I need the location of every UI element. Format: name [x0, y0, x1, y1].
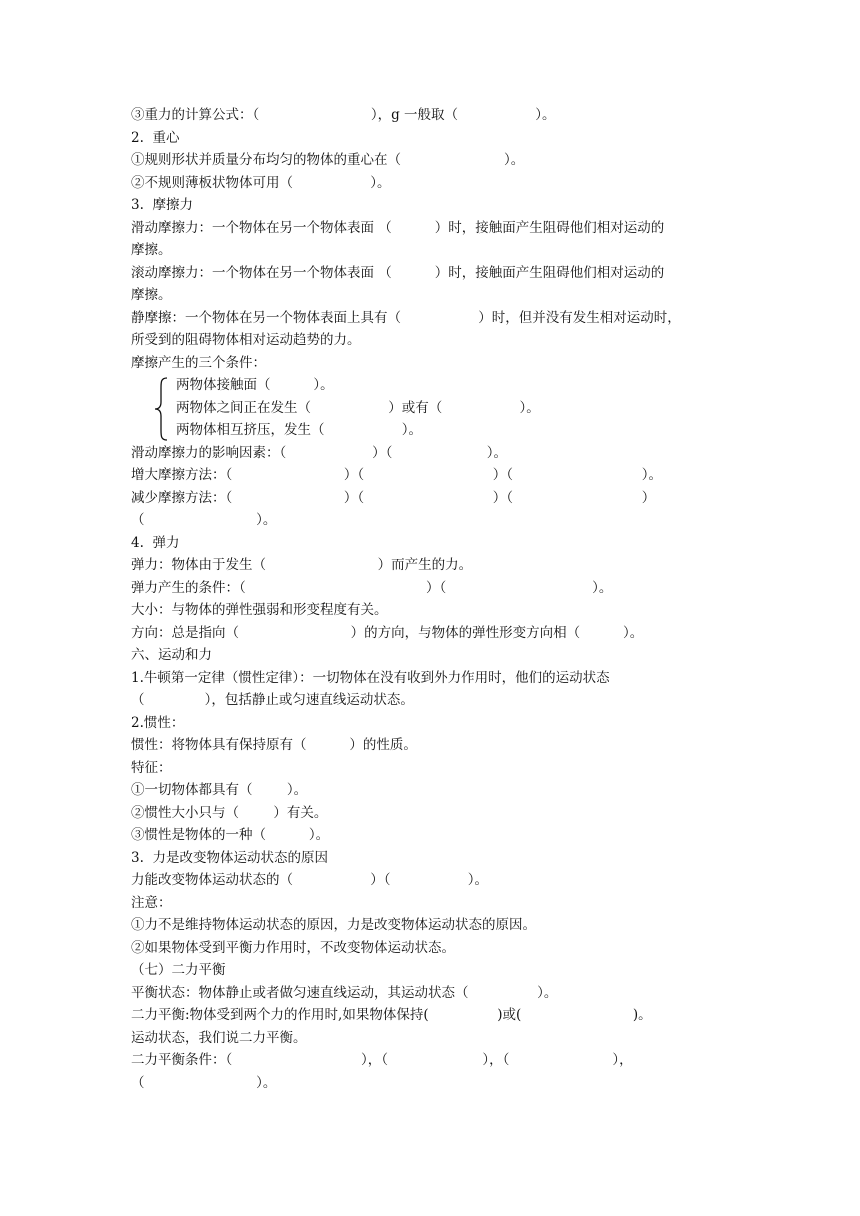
text-line-friction-factors: 滑动摩擦力的影响因素：（ ）（ ）。	[131, 445, 507, 461]
heading-two-force-balance: （七）二力平衡	[131, 962, 226, 978]
text-line-reduce-friction: 减少摩擦方法：（ ）（ ）（ ）	[131, 490, 656, 506]
text-line-sliding-friction-cont: 摩擦。	[131, 242, 172, 258]
text-line-inertia-feature-2: ②惯性大小只与（ ）有关。	[131, 805, 328, 821]
text-line-inertia-definition: 惯性：将物体具有保持原有（ ）的性质。	[131, 737, 417, 753]
text-line-note-2: ②如果物体受到平衡力作用时，不改变物体运动状态。	[131, 940, 455, 956]
text-line-elastic-definition: 弹力：物体由于发生（ ）而产生的力。	[131, 557, 473, 573]
text-line-force-changes: 力能改变物体运动状态的（ ）（ ）。	[131, 872, 488, 888]
text-line-newton-first-law-cont: （ ），包括静止或匀速直线运动状态。	[131, 692, 414, 708]
text-line-reduce-friction-cont: （ ）。	[131, 512, 277, 528]
text-line-note-1: ①力不是维持物体运动状态的原因，力是改变物体运动状态的原因。	[131, 917, 536, 933]
heading-elastic-force: 4. 弹力	[131, 535, 180, 551]
text-line-condition-contact: 两物体接触面（ ）。	[176, 377, 334, 393]
text-line-rolling-friction-cont: 摩擦。	[131, 287, 172, 303]
text-line-irregular-plate: ②不规则薄板状物体可用（ ）。	[131, 175, 391, 191]
text-line-equilibrium-state: 平衡状态：物体静止或者做匀速直线运动，其运动状态（ ）。	[131, 985, 558, 1001]
text-line-elastic-conditions: 弹力产生的条件：（ ）（ ）。	[131, 580, 613, 596]
text-line-two-force-balance: 二力平衡:物体受到两个力的作用时,如果物体保持( )或( )。	[131, 1007, 652, 1023]
text-line-regular-shape: ①规则形状并质量分布均匀的物体的重心在（ ）。	[131, 152, 525, 168]
heading-force-changes-motion: 3. 力是改变物体运动状态的原因	[131, 850, 328, 866]
heading-inertia: 2.惯性：	[131, 715, 185, 731]
heading-center-of-gravity: 2. 重心	[131, 130, 180, 146]
text-line-increase-friction: 增大摩擦方法：（ ）（ ）（ ）。	[131, 467, 663, 483]
text-line-elastic-magnitude: 大小：与物体的弹性强弱和形变程度有关。	[131, 602, 388, 618]
text-line-features-label: 特征：	[131, 760, 172, 776]
text-line-sliding-friction: 滑动摩擦力：一个物体在另一个物体表面 （ ）时，接触面产生阻碍他们相对运动的	[131, 220, 665, 236]
text-line-condition-pressure: 两物体相互挤压，发生（ ）。	[176, 422, 422, 438]
text-line-rolling-friction: 滚动摩擦力：一个物体在另一个物体表面 （ ）时，接触面产生阻碍他们相对运动的	[131, 265, 665, 281]
text-line-gravity-formula: ③重力的计算公式：（ ），g 一般取（ ）。	[131, 107, 556, 123]
text-line-static-friction: 静摩擦：一个物体在另一个物体表面上具有（ ）时，但并没有发生相对运动时，	[131, 310, 681, 326]
curly-brace-icon	[152, 376, 172, 442]
text-line-balance-conditions: 二力平衡条件：（ ），（ ），（ ），	[131, 1052, 633, 1068]
text-line-condition-motion: 两物体之间正在发生（ ）或有（ ）。	[176, 400, 540, 416]
text-line-friction-conditions: 摩擦产生的三个条件：	[131, 355, 266, 371]
text-line-balance-conditions-cont: （ ）。	[131, 1075, 277, 1091]
text-line-static-friction-cont: 所受到的阻碍物体相对运动趋势的力。	[131, 332, 361, 348]
text-line-inertia-feature-1: ①一切物体都具有（ ）。	[131, 782, 308, 798]
text-line-note-label: 注意：	[131, 895, 172, 911]
text-line-newton-first-law: 1.牛顿第一定律（惯性定律）：一切物体在没有收到外力作用时，他们的运动状态	[131, 670, 610, 686]
text-line-elastic-direction: 方向：总是指向（ ）的方向，与物体的弹性形变方向相（ ）。	[131, 625, 644, 641]
text-line-two-force-balance-cont: 运动状态，我们说二力平衡。	[131, 1030, 307, 1046]
heading-friction: 3. 摩擦力	[131, 197, 193, 213]
text-line-inertia-feature-3: ③惯性是物体的一种（ ）。	[131, 827, 330, 843]
heading-motion-and-force: 六、运动和力	[131, 647, 212, 663]
